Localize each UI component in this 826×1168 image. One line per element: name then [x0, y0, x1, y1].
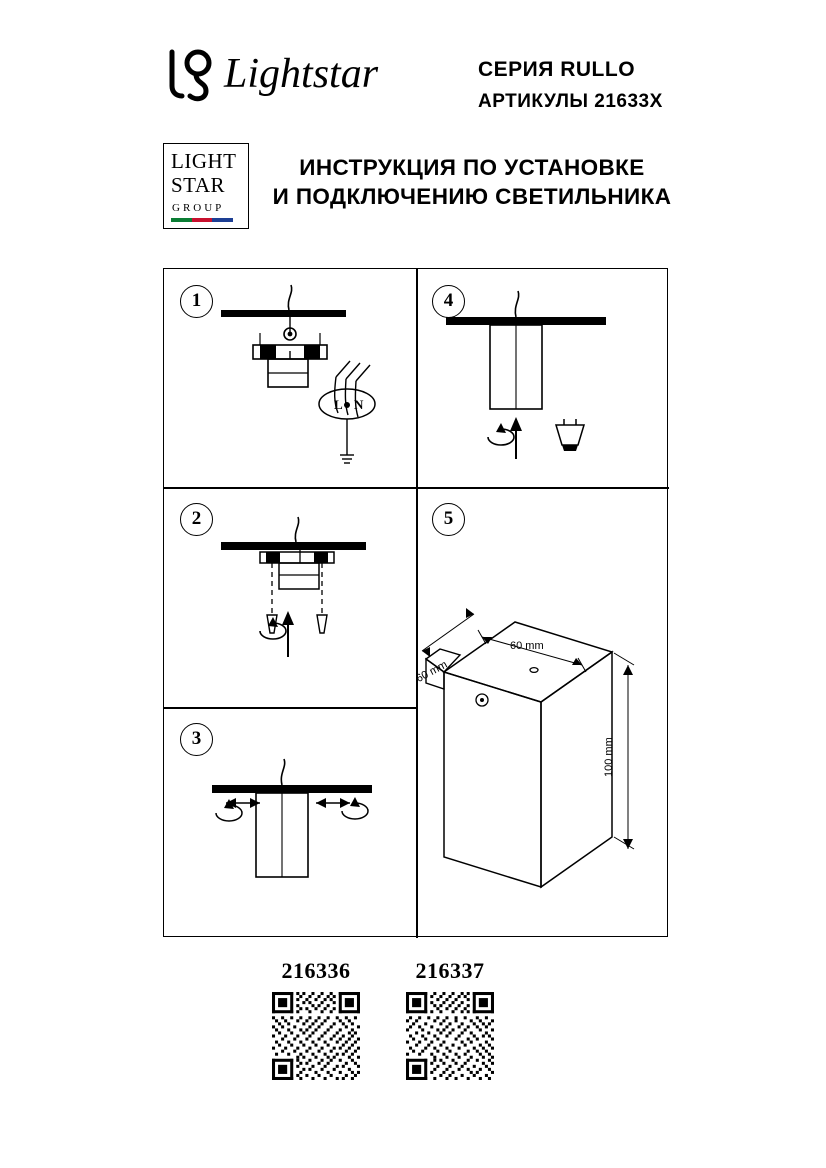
- step-number-2: 2: [180, 503, 213, 536]
- page-title: [262, 153, 682, 211]
- product-code-label-1: 216336: [281, 958, 351, 983]
- step-number-3: 3: [180, 723, 213, 756]
- svg-text:N: N: [354, 397, 364, 412]
- qr-code-216336: [272, 992, 360, 1080]
- step-2-diagram: [164, 487, 416, 707]
- step-5-diagram: [416, 487, 669, 936]
- badge-line-star: STAR: [171, 173, 225, 197]
- step-number-4: 4: [432, 285, 465, 318]
- page-title-line-1: ИНСТРУКЦИЯ ПО УСТАНОВКЕ: [299, 155, 645, 180]
- step-3-diagram: [164, 707, 416, 936]
- product-code-label-2: 216337: [415, 958, 485, 983]
- light-star-group-badge: [163, 143, 249, 229]
- qr-code-216337: [406, 992, 494, 1080]
- dimension-depth-text: 60 mm: [416, 658, 450, 686]
- badge-line-light: LIGHT: [171, 149, 237, 173]
- step-number-5: 5: [432, 503, 465, 536]
- lightstar-logo-icon: [162, 46, 224, 108]
- steps-frame: [163, 268, 668, 937]
- dimension-height-text: 100 mm: [603, 737, 615, 777]
- document-header: [162, 44, 672, 114]
- brand-wordmark: Lightstar: [224, 51, 379, 97]
- product-codes-footer: [163, 958, 668, 1098]
- series-label: СЕРИЯ RULLO: [478, 58, 636, 81]
- product-code-block-1: [241, 958, 391, 1080]
- badge-color-bar: [171, 218, 233, 222]
- step-1-diagram: [164, 269, 416, 487]
- badge-line-group: GROUP: [172, 202, 225, 214]
- svg-text:L: L: [334, 397, 343, 412]
- dimension-width-text: 60 mm: [510, 640, 544, 652]
- product-code-block-2: [375, 958, 525, 1080]
- step-4-diagram: [416, 269, 669, 487]
- step-number-1: 1: [180, 285, 213, 318]
- article-label: АРТИКУЛЫ 21633X: [478, 91, 663, 112]
- page-title-line-2: И ПОДКЛЮЧЕНИЮ СВЕТИЛЬНИКА: [272, 184, 672, 209]
